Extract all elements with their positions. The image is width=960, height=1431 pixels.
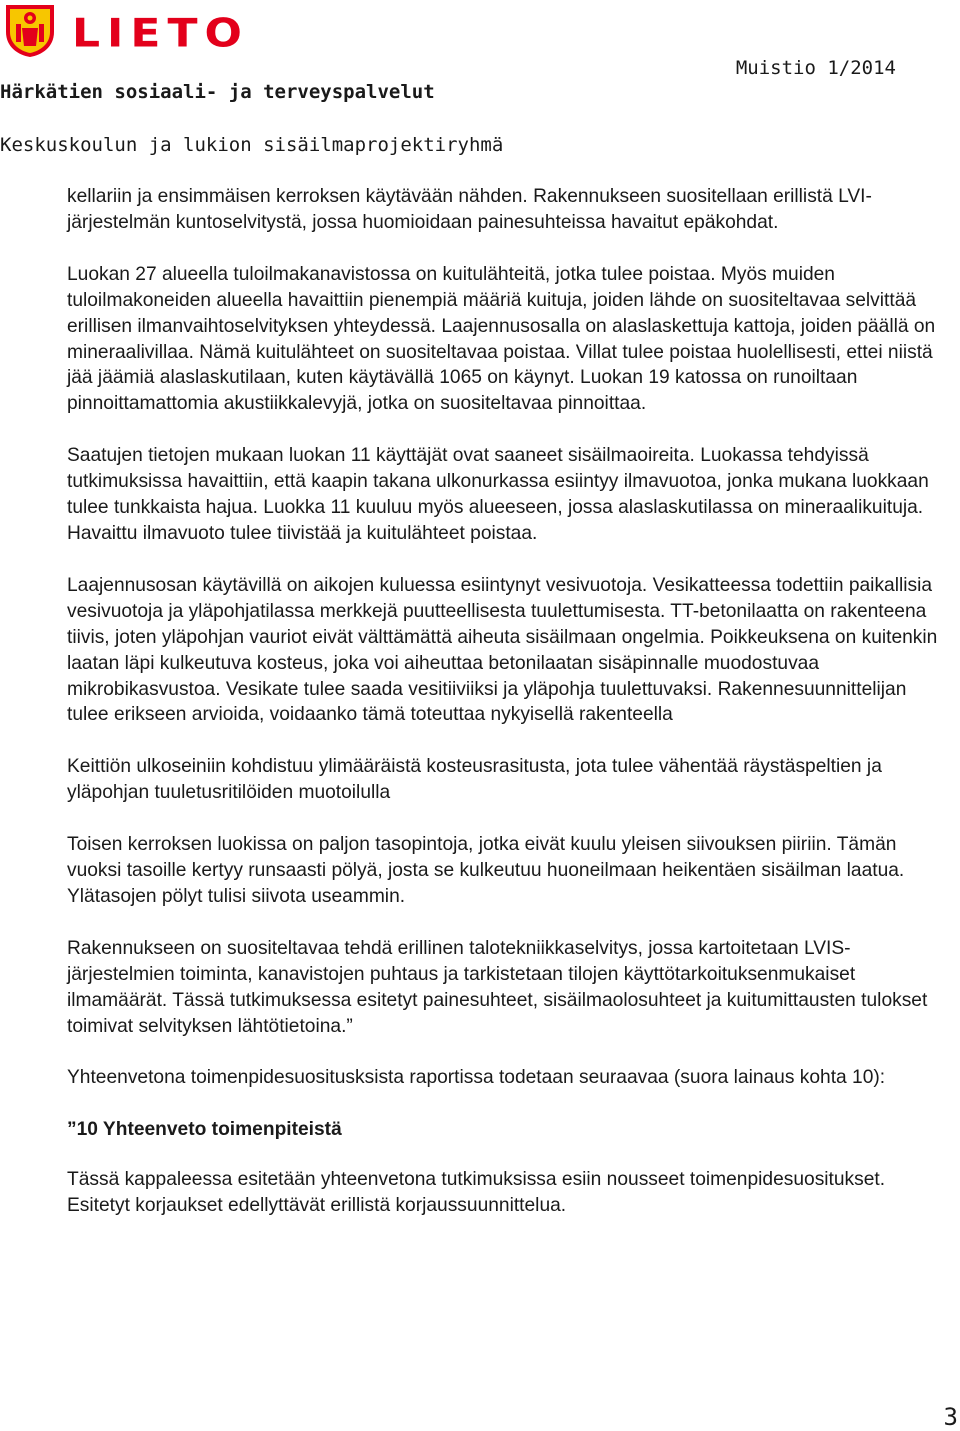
section-heading: ”10 Yhteenveto toimenpiteistä xyxy=(67,1119,342,1141)
project-group-name: Keskuskoulun ja lukion sisäilmaprojektiryhmä xyxy=(0,134,504,156)
logo-text: LIETO xyxy=(72,10,249,57)
paragraph: Luokan 27 alueella tuloilmakanavistossa on kuitulähteitä, jotka tulee poistaa. Myös muiden tuloilmakoneiden alueella havaittiin pienempiä määriä kuituja, joiden lähde on suositeltavaa selvittää erillisen ilmanvaihtoselvityksen yhteydessä. Laajennusosalla on alaslaskettuja kattoja, joiden päällä on mineraalivillaa. Nämä kuitulähteet on suositeltavaa poistaa. Villat tulee poistaa huolellisesti, ettei niistä jää jäämiä alaslaskutilaan, kuten käytävällä 1065 on käynyt. Luokan 19 katossa on runoiltaan pinnoittamattomia akustiikkalevyjä, jotka on suositeltavaa pinnoittaa. xyxy=(67,263,936,415)
coat-of-arms-icon xyxy=(2,2,58,58)
document-body xyxy=(67,184,947,1245)
paragraph: Toisen kerroksen luokissa on paljon tasopintoja, jotka eivät kuulu yleisen siivouksen piiriin. Tämän vuoksi tasoille kertyy runsaasti pölyä, josta se kulkeutuu huoneilmaan heikentäen sisäilman laatua. Ylätasojen pölyt tulisi siivota useammin. xyxy=(67,834,905,907)
paragraph: Keittiön ulkoseiniin kohdistuu ylimääräistä kosteusrasitusta, jota tulee vähentää räystäspeltien ja yläpohjan tuuletusritilöiden muotoilulla xyxy=(67,756,882,804)
department-name: Härkätien sosiaali- ja terveyspalvelut xyxy=(0,81,435,103)
paragraph: Yhteenvetona toimenpidesuositusksista raportissa todetaan seuraavaa (suora lainaus kohta 10): xyxy=(67,1067,886,1089)
paragraph: kellariin ja ensimmäisen kerroksen käytävään nähden. Rakennukseen suositellaan erillistä LVI-järjestelmän kuntoselvitystä, jossa huomioidaan painesuhteissa havaitut epäkohdat. xyxy=(67,186,872,233)
memo-number: Muistio 1/2014 xyxy=(735,57,896,79)
paragraph: Tässä kappaleessa esitetään yhteenvetona tutkimuksissa esiin nousseet toimenpidesuositukset. Esitetyt korjaukset edellyttävät erillistä korjaussuunnittelua. xyxy=(67,1169,886,1217)
paragraph: Rakennukseen on suositeltavaa tehdä erillinen talotekniikkaselvitys, jossa kartoitetaan LVIS- järjestelmien toiminta, kanavistojen puhtaus ja tarkistetaan tilojen käyttötarkoituksenmukaiset ilmamäärät. Tässä tutkimuksessa esitetyt painesuhteet, sisäilmaolosuhteet ja kuitumittausten tulokset toimivat selvityksen lähtötietoina.” xyxy=(67,937,928,1037)
paragraph: Saatujen tietojen mukaan luokan 11 käyttäjät ovat saaneet sisäilmaoireita. Luokassa tehdyissä tutkimuksissa havaittiin, että kaapin takana ulkonurkassa esiintyy ilmavuotoa, jonka mukana luokkaan tulee tunkkaista hajua. Luokka 11 kuuluu myös alueeseen, jossa alaslaskutilassa on mineraalikuituja. Havaittu ilmavuoto tulee tiivistää ja kuitulähteet poistaa. xyxy=(67,445,929,544)
page-number: 3 xyxy=(943,1403,958,1431)
paragraph: Laajennusosan käytävillä on aikojen kuluessa esiintynyt vesivuotoja. Vesikatteessa todettiin paikallisia vesivuotoja ja yläpohjatilassa merkkejä puutteellisesta tuulettumisesta. TT-betonilaatta on rakenteena tiivis, joten yläpohjan vauriot eivät välttämättä aiheuta sisäilmaan ongelmia. Poikkeuksena on kuitenkin laatan läpi kulkeutuva kosteus, joka voi aiheuttaa betonilaatan sisäpinnalle muodostuvaa mikrobikasvustoa. Vesikate tulee saada vesitiiviiksi ja yläpohja tuulettuvaksi. Rakennesuunnittelijan tulee erikseen arvioida, voidaanko tämä toteuttaa nykyisellä rakenteella xyxy=(67,574,938,726)
